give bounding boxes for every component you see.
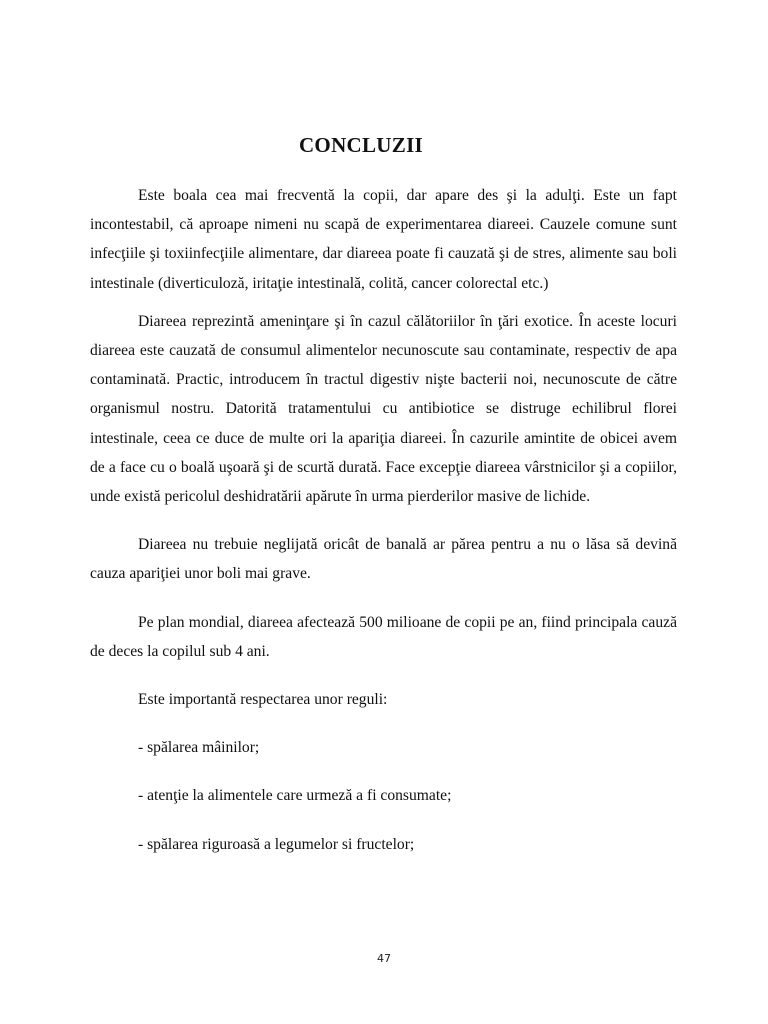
rules-intro: Este importantă respectarea unor reguli: — [138, 691, 388, 709]
paragraph-causes: Este boala cea mai frecventă la copii, dar apare des şi la adulţi. Este un fapt incontestabil, că aproape nimeni nu scapă de experimentarea diareei. Cauzele comune sunt infecţiile şi toxiinfecţiile alimentare, dar diareea poate fi cauzată şi de stres, alimente sau boli intestinale (diverticuloză, iritaţie intestinală, colită, cancer colorectal etc.) — [90, 187, 677, 292]
paragraph-worldwide: Pe plan mondial, diareea afectează 500 milioane de copii pe an, fiind principala cauză de deces la copilul sub 4 ani. — [90, 613, 677, 660]
document-body — [90, 181, 677, 859]
paragraph-neglect: Diareea nu trebuie neglijată oricât de banală ar părea pentru a nu o lăsa să devină cauza apariţiei unor boli mai grave. — [90, 536, 677, 583]
page-title: CONCLUZII — [298, 133, 424, 157]
paragraph-travel: Diareea reprezintă ameninţare şi în cazul călătoriilor în ţări exotice. În aceste locuri diareea este cauzată de consumul alimentelor necunoscute sau contaminate, respectiv de apa contaminată. Practic, introducem în tractul digestiv nişte bacterii noi, necunoscute de către organismul nostru. Datorită tratamentului cu antibiotice se distruge echilibrul florei intestinale, ceea ce duce de multe ori la apariţia diareei. În cazurile amintite de obicei avem de a face cu o boală uşoară şi de scurtă durată. Face excepţie diareea vârstnicilor şi a copiilor, unde există pericolul deshidratării apărute în urma pierderilor masive de lichide. — [90, 312, 677, 506]
rule-item: - spălarea mâinilor; — [138, 739, 260, 757]
rule-item: - atenţie la alimentele care urmeză a fi consumate; — [138, 787, 452, 805]
rule-item: - spălarea riguroasă a legumelor si fructelor; — [138, 835, 415, 853]
page-number: 47 — [377, 952, 391, 965]
